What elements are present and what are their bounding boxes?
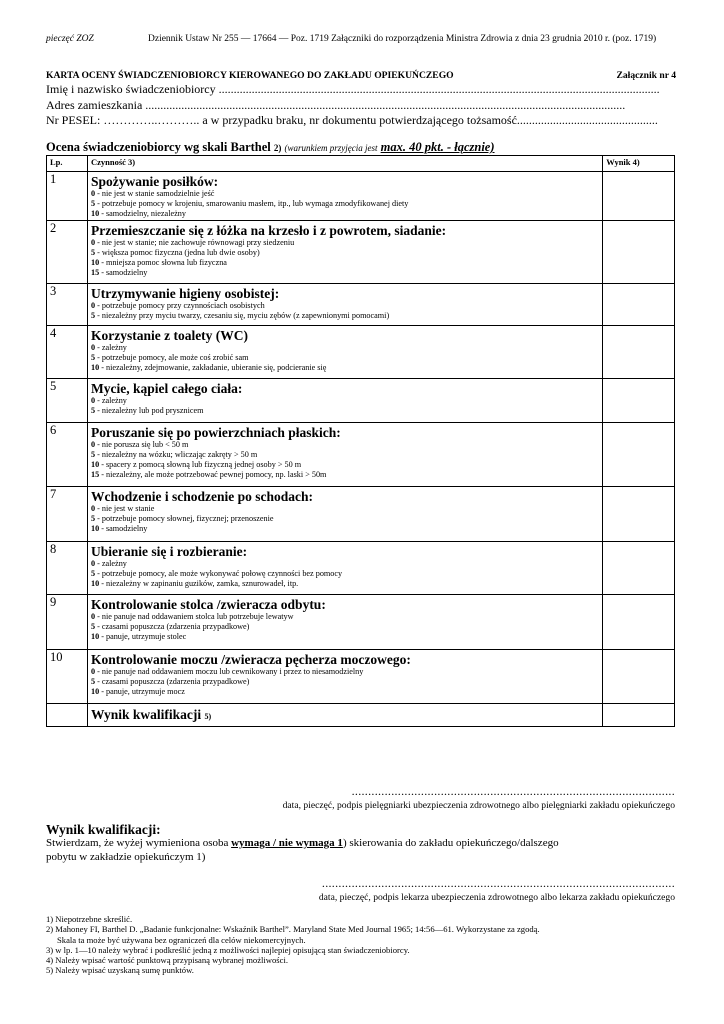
barthel-condition: (warunkiem przyjęcia jest [284,143,378,153]
option-score: 0 [90,439,96,449]
column-header-activity: Czynność 3) [87,156,602,172]
patient-name-field[interactable]: Imię i nazwisko świadczeniobiorcy ................................................................................................................................................... [46,82,660,96]
activity-row [47,594,675,649]
qualification-title: Wynik kwalifikacji: [46,822,161,837]
activity-lp: 3 [47,283,88,325]
option-text: - potrzebuje pomocy przy czynnościach osobistych [95,300,265,310]
activity-option[interactable] [91,440,599,450]
option-score: 5 [90,405,96,415]
card-title: KARTA OCENY ŚWIADCZENIOBIORCY KIEROWANEGO DO ZAKŁADU OPIEKUŃCZEGO [46,70,454,81]
activity-name: Korzystanie z toalety (WC) [90,327,249,343]
annex-number: Załącznik nr 4 [616,70,676,81]
option-text: - niezależny przy myciu twarzy, czesaniu się, myciu zębów (z zapewnionymi pomocami) [95,310,390,320]
patient-address-field[interactable]: Adres zamieszkania ................................................................................................................................................................ [46,97,626,112]
activity-row [47,541,675,594]
activity-result-cell[interactable] [603,325,675,378]
activity-result-cell[interactable] [603,422,675,486]
activity-cell [87,486,602,541]
activity-option[interactable] [91,209,599,219]
footnote: 4) Należy wpisać wartość punktową przypisaną wybranej możliwości. [46,955,288,966]
option-text: - samodzielny [99,268,148,278]
option-score: 15 [90,268,100,278]
activity-option[interactable] [91,632,599,642]
option-text: - nie panuje nad oddawaniem stolca lub potrzebuje lewatyw [95,611,294,621]
option-text: - niezależny lub pod prysznicem [95,405,204,415]
option-text: - czasami popuszcza (zdarzenia przypadkowe) [95,621,250,631]
option-text: - potrzebuje pomocy w krojeniu, smarowaniu masłem, itp., lub wymaga zmodyfikowanej diety [95,199,409,209]
patient-pesel-field[interactable]: Nr PESEL: …………..……….. a w przypadku braku, nr dokumentu potwierdzającego tożsamość............................................... [46,113,658,127]
option-score: 5 [90,449,96,459]
activity-cell [87,283,602,325]
activity-option[interactable] [91,559,599,569]
option-score: 5 [90,247,96,257]
option-score: 10 [90,258,100,268]
activity-lp: 2 [47,220,88,283]
option-text: - niezależny, zdejmowanie, zakładanie, ubieranie się, podcieranie się [99,363,327,373]
activity-option[interactable] [91,579,599,589]
activity-lp: 6 [47,422,88,486]
nurse-signature-block [46,785,675,811]
option-text: - mniejsza pomoc słowna lub fizyczna [99,258,227,268]
option-text: - większa pomoc fizyczna (jedna lub dwie osoby) [95,247,260,257]
activity-option[interactable] [91,268,599,278]
option-text: - potrzebuje pomocy, ale może coś zrobić sam [95,352,249,362]
total-result-cell[interactable] [603,703,675,726]
activity-cell [87,378,602,422]
option-score: 0 [90,503,96,513]
option-text: - zależny [95,342,127,352]
option-score: 0 [90,300,96,310]
activity-option[interactable] [91,460,599,470]
option-score: 5 [90,676,96,686]
activity-lp: 7 [47,486,88,541]
total-row [47,703,675,726]
activity-result-cell[interactable] [603,594,675,649]
activity-option[interactable] [91,238,599,248]
page-header [46,34,676,44]
activity-name: Kontrolowanie stolca /zwieracza odbytu: [90,596,326,612]
activity-option[interactable] [91,450,599,460]
option-text: - samodzielny, niezależny [99,209,186,219]
activity-option[interactable] [91,199,599,209]
option-text: - nie jest w stanie; nie zachowuje równowagi przy siedzeniu [95,237,295,247]
activity-name: Przemieszczanie się z łóżka na krzesło i z powrotem, siadanie: [90,222,447,238]
total-label-cell [87,703,602,726]
activity-result-cell[interactable] [603,486,675,541]
activity-name: Poruszanie się po powierzchniach płaskich: [90,424,341,440]
activity-lp: 1 [47,172,88,221]
qualification-text-before: Stwierdzam, że wyżej wymieniona osoba [46,837,232,849]
barthel-title: Ocena świadczeniobiorcy wg skali Barthel [46,140,271,154]
option-score: 0 [90,666,96,676]
option-text: - samodzielny [99,524,148,534]
activity-name: Utrzymywanie higieny osobistej: [90,285,280,301]
option-score: 0 [90,611,96,621]
option-text: - niezależny w zapinaniu guzików, zamka, sznurowadeł, itp. [99,579,299,589]
activity-result-cell[interactable] [603,649,675,703]
barthel-title-footnote: 2) [273,143,282,153]
zoz-stamp-label: pieczęć ZOZ [46,34,94,44]
option-score: 10 [90,632,100,642]
option-score: 10 [90,460,100,470]
footnote: 2) Mahoney FI, Barthel D. „Badanie funkcjonalne: Wskaźnik Barthel”. Maryland State Med Journal 1965; 14:56—61. Wykorzystane za zgodą. [46,924,540,935]
activity-cell [87,594,602,649]
option-score: 5 [90,310,96,320]
activity-option[interactable] [91,343,599,353]
option-score: 10 [90,524,100,534]
activity-name: Spożywanie posiłków: [90,174,219,189]
option-score: 10 [90,579,100,589]
option-text: - niezależny na wózku; wliczając zakręty > 50 m [95,449,258,459]
option-score: 10 [90,687,100,697]
doctor-signature-block [46,877,675,903]
footnote: Skala ta może być używana bez ograniczeń dla celów niekomercyjnych. [57,934,306,945]
option-score: 0 [90,558,96,568]
journal-reference: Dziennik Ustaw Nr 255 — 17664 — Poz. 1719 Załączniki do rozporządzenia Ministra Zdrowia z dnia 23 grudnia 2010 r. (poz. 1719) [148,34,657,44]
activity-lp: 8 [47,541,88,594]
option-text: - zależny [95,558,127,568]
activity-lp: 5 [47,378,88,422]
qualification-statement [46,837,606,864]
activity-lp: 9 [47,594,88,649]
option-score: 0 [90,395,96,405]
activity-option[interactable] [91,514,599,524]
activity-result-cell[interactable] [603,541,675,594]
column-header-result: Wynik 4) [603,156,675,172]
activity-option[interactable] [91,677,599,687]
activity-option[interactable] [91,524,599,534]
footnotes [46,914,686,976]
qualification-text-after: ) skierowania do zakładu opiekuńczego/dalszego [342,837,559,849]
activity-row [47,378,675,422]
column-header-lp: Lp. [47,156,88,172]
activity-cell [87,172,602,221]
activity-option[interactable] [91,612,599,622]
option-text: - panuje, utrzymuje stolec [99,632,187,642]
qualification-choice[interactable]: wymaga / nie wymaga 1 [231,837,343,849]
option-text: - nie jest w stanie [95,503,155,513]
activity-result-cell[interactable] [603,172,675,221]
option-score: 5 [90,199,96,209]
activity-option[interactable] [91,667,599,677]
activity-option[interactable] [91,363,599,373]
patient-fields [46,82,676,129]
activity-option[interactable] [91,687,599,697]
activity-option[interactable] [91,569,599,579]
option-score: 10 [90,363,100,373]
activity-cell [87,220,602,283]
barthel-section-title [46,140,686,155]
activity-result-cell[interactable] [603,378,675,422]
option-score: 5 [90,513,96,523]
activity-result-cell[interactable] [603,283,675,325]
activity-row [47,220,675,283]
nurse-signature-line[interactable]: .................................................................................................. [351,784,675,798]
activity-row [47,283,675,325]
activity-option[interactable] [91,301,599,311]
total-lp-cell [47,703,88,726]
option-score: 5 [90,621,96,631]
total-label [91,707,211,723]
option-score: 0 [90,342,96,352]
activity-name: Wchodzenie i schodzenie po schodach: [90,488,313,504]
option-text: - zależny [95,395,127,405]
activity-option[interactable] [91,258,599,268]
activity-option[interactable] [91,504,599,514]
barthel-max-points: max. 40 pkt. - łącznie) [380,140,495,154]
nurse-signature-caption: data, pieczęć, podpis pielęgniarki ubezpieczenia zdrowotnego albo pielęgniarki zakładu opiekuńczego [282,800,675,811]
activity-option[interactable] [91,311,599,321]
option-text: - potrzebuje pomocy, ale może wykonywać połowę czynności bez pomocy [95,568,343,578]
option-text: - nie panuje nad oddawaniem moczu lub cewnikowany i przez to niesamodzielny [95,666,364,676]
option-text: - niezależny, ale może potrzebować pewnej pomocy, np. laski > 50m [99,470,327,480]
activity-cell [87,422,602,486]
option-score: 10 [90,209,100,219]
activity-lp: 10 [47,649,88,703]
activity-cell [87,541,602,594]
activity-option[interactable] [91,396,599,406]
activity-row [47,422,675,486]
activity-row [47,486,675,541]
activity-cell [87,325,602,378]
activity-lp: 4 [47,325,88,378]
option-text: - potrzebuje pomocy słownej, fizycznej; przenoszenie [95,513,274,523]
activity-option[interactable] [91,406,599,416]
qualification-line2: pobytu w zakładzie opiekuńczym 1) [46,850,206,863]
footnote: 3) w lp. 1—10 należy wybrać i podkreślić jedną z możliwości najlepiej opisującą stan świadczeniobiorcy. [46,944,410,955]
activity-option[interactable] [91,189,599,199]
barthel-table [46,155,675,727]
option-text: - spacery z pomocą słowną lub fizyczną jednej osoby > 50 m [99,460,302,470]
total-label-footnote: 5) [204,711,212,721]
activity-option[interactable] [91,248,599,258]
option-text: - czasami popuszcza (zdarzenia przypadkowe) [95,676,250,686]
footnote: 5) Należy wpisać uzyskaną sumę punktów. [46,965,194,976]
activity-result-cell[interactable] [603,220,675,283]
option-score: 0 [90,237,96,247]
option-text: - nie jest w stanie samodzielnie jeść [95,189,215,198]
option-score: 5 [90,352,96,362]
activity-name: Mycie, kąpiel całego ciała: [90,380,243,396]
option-score: 5 [90,568,96,578]
option-score: 0 [90,189,96,198]
activity-option[interactable] [91,470,599,480]
option-text: - panuje, utrzymuje mocz [99,687,185,697]
activity-name: Kontrolowanie moczu /zwieracza pęcherza moczowego: [90,651,411,667]
doctor-signature-line[interactable]: ........................................................................................................... [321,876,675,890]
activity-option[interactable] [91,622,599,632]
card-title-row [46,70,676,81]
activity-name: Ubieranie się i rozbieranie: [90,543,248,559]
total-label-text: Wynik kwalifikacji [90,706,202,722]
activity-row [47,325,675,378]
barthel-rows [47,172,675,704]
activity-option[interactable] [91,353,599,363]
activity-cell [87,649,602,703]
activity-row [47,649,675,703]
activity-row [47,172,675,221]
option-score: 15 [90,470,100,480]
footnote: 1) Niepotrzebne skreślić. [46,914,133,924]
doctor-signature-caption: data, pieczęć, podpis lekarza ubezpieczenia zdrowotnego albo lekarza zakładu opiekuńczego [318,892,675,903]
option-text: - nie porusza się lub < 50 m [95,439,189,449]
